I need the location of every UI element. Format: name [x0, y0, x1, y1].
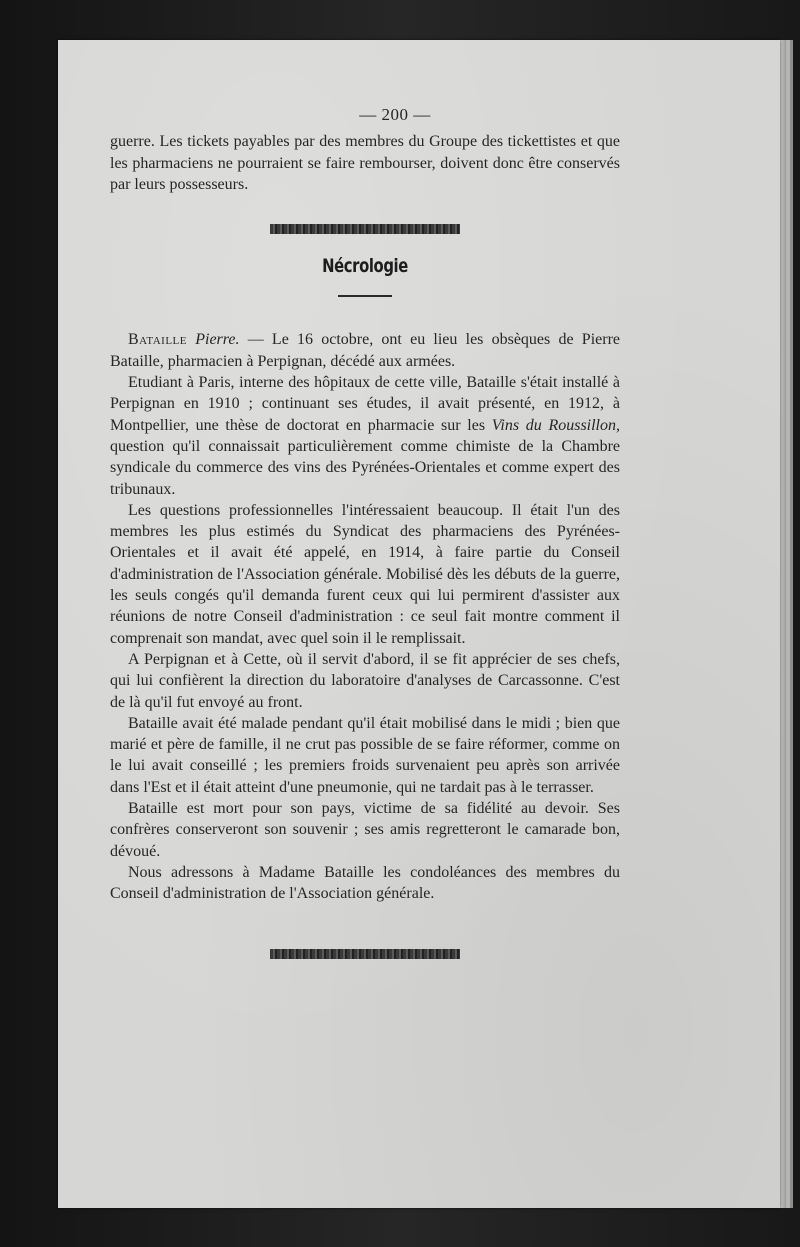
obituary-paragraph-6: Bataille est mort pour son pays, victime de sa fidélité au devoir. Ses confrères conserveront son souvenir ; ses amis regretteront le camarade bon, dévoué. [110, 800, 620, 860]
obituary-paragraph-4: A Perpignan et à Cette, où il servit d'abord, il se fit apprécier de ses chefs, qui lui confièrent la direction du laboratoire d'analyses de Carcassonne. C'est de là qu'il fut envoyé au front. [110, 650, 620, 711]
title-underline [338, 295, 392, 297]
intro-paragraph: guerre. Les tickets payables par des membres du Groupe des tickettistes et que les pharmaciens ne pourraient se faire rembourser, doivent donc être conservés par leurs possesseurs. [110, 133, 620, 193]
obituary-firstname: Pierre. [195, 331, 240, 349]
section-title: Nécrologie [322, 255, 408, 278]
obituary-paragraph-2 [110, 372, 620, 500]
obituary-surname: Bataille [128, 331, 187, 349]
ornamental-rule-top [270, 224, 460, 234]
obituary-p2-text-end: question qu'il connaissait particulièrement comme chimiste de la Chambre syndicale du commerce des vins des Pyrénées-Orientales et comme expert des tribunaux. [110, 437, 620, 498]
page-edge [790, 40, 793, 1208]
obituary-paragraph-3: Les questions professionnelles l'intéressaient beaucoup. Il était l'un des membres les plus estimés du Syndicat des pharmaciens des Pyrénées-Orientales et il avait été appelé, en 1914, à faire partie du Conseil d'administration de l'Association générale. Mobilisé dès les débuts de la guerre, les seuls congés qu'il demanda furent ceux qui lui permirent d'assister aux réunions de notre Conseil d'administration : ce seul fait montre comment il comprenait son mandat, avec quel soin il le remplissait. [110, 501, 620, 647]
ornamental-rule-bottom [270, 949, 460, 959]
obituary-lead-paragraph [110, 329, 620, 372]
obituary-lead-text: — Le 16 octobre, ont eu lieu les obsèques de Pierre Bataille, pharmacien à Perpignan, décédé aux armées. [110, 331, 621, 370]
page-number: — 200 — [359, 105, 431, 124]
obituary-article [110, 329, 620, 904]
obituary-paragraph-7: Nous adressons à Madame Bataille les condoléances des membres du Conseil d'administration de l'Association générale. [110, 863, 620, 903]
obituary-paragraph-5: Bataille avait été malade pendant qu'il était mobilisé dans le midi ; bien que marié et père de famille, il ne crut pas possible de se faire réformer, comme on le lui avait conseillé ; les premiers froids survenaient peu après son arrivée dans l'Est et il était atteint d'une pneumonie, qui ne tardait pas à le terrasser. [110, 714, 620, 796]
thesis-title: Vins du Roussillon, [491, 416, 621, 434]
obituary-p2-text: Etudiant à Paris, interne des hôpitaux de cette ville, Bataille s'était installé à Perpignan en 1910 ; continuant ses études, il avait présenté, en 1912, à Montpellier, une thèse de doctorat en pharmacie sur les [110, 374, 620, 434]
page-content [110, 104, 620, 959]
